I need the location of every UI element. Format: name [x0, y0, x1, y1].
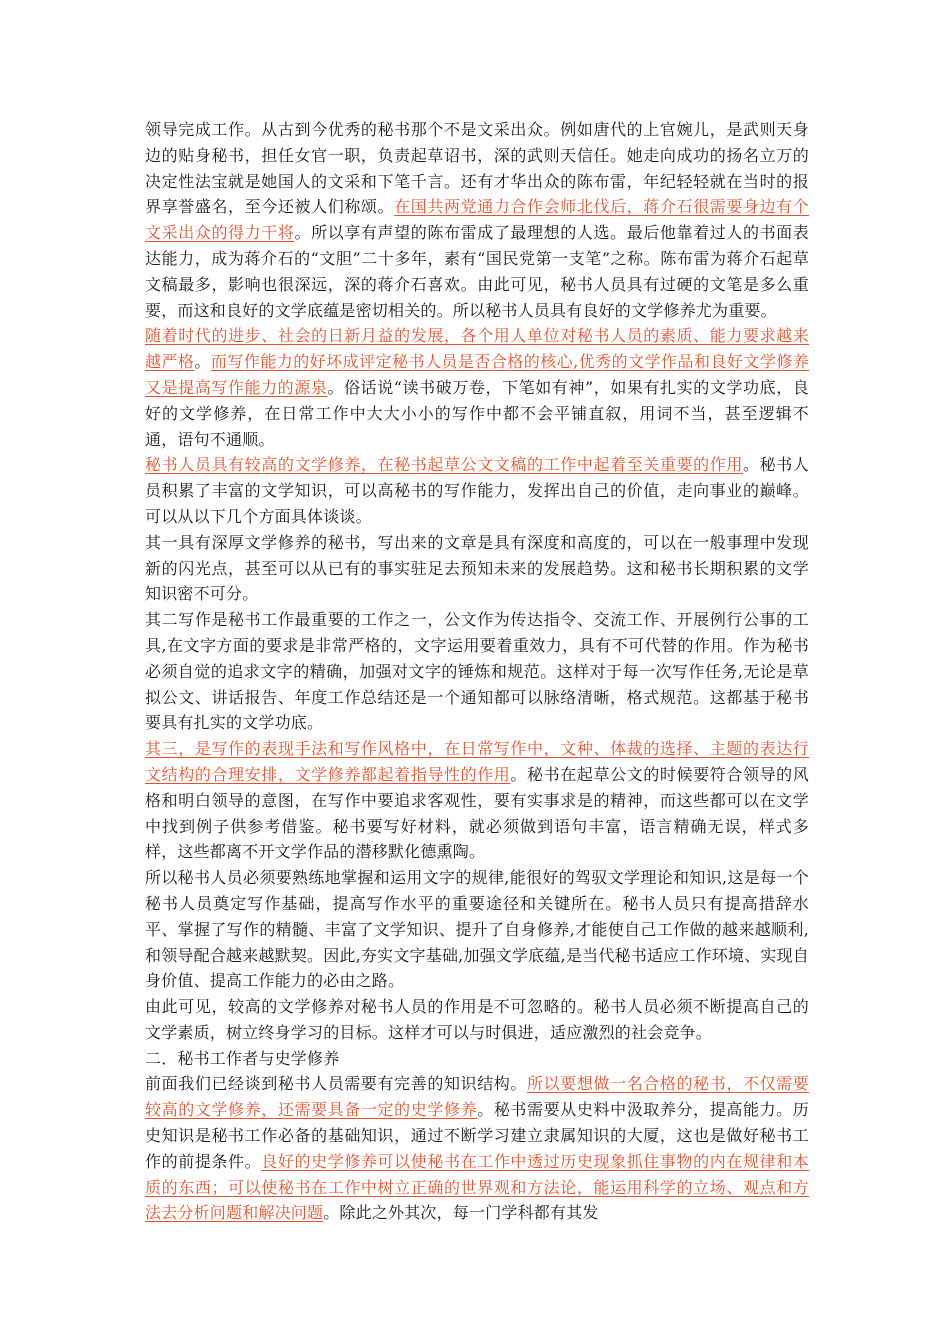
text-run: 。秘书需要从史料中汲取养分，提高能力。历史知识是秘书工作必备的基础知识，通过不断学习建立隶属知识的大厦，这也是做好秘书工作的前提条件。 — [145, 1100, 809, 1171]
text-run: 。 — [194, 352, 211, 372]
text-run: 其一具有深厚文学修养的秘书，写出来的文章是具有深度和高度的，可以在一般事理中发现新的闪光点，甚至可以从已有的事实驻足去预知未来的发展趋势。这和秘书长期积累的文学知识密不可分。 — [145, 532, 809, 604]
text-run: 前面我们已经谈到秘书人员需要有完善的知识结构。 — [145, 1074, 528, 1094]
text-run: 。俗话说“读书破万卷，下笔如有神”，如果有扎实的文学功底，良好的文学修养，在日常工作中大大小小的写作中都不会平铺直叙，用词不当，甚至逻辑不通，语句不通顺。 — [145, 377, 809, 449]
paragraph-point-three — [145, 736, 809, 865]
text-run: 其二写作是秘书工作最重要的工作之一，公文作为传达指令、交流工作、开展例行公事的工具,在文字方面的要求是非常严格的，文字运用要着重效力，具有不可代替的作用。作为秘书必须自觉的追求文字的精确，加强对文字的锤炼和规范。这样对于每一次写作任务,无论是草拟公文、讲话报告、年度工作总结还是一个通知都可以脉络清晰，格式规范。这都基于秘书要具有扎实的文学功底。 — [145, 610, 809, 733]
highlighted-text: 良好的史学修养可以使秘书在工作中透过历史现象抓住事物的内在规律和本质的东西；可以使秘书在工作中树立正确的世界观和方法论，能运用科学的立场、观点和方法去分析问题和解决问题 — [145, 1151, 809, 1223]
highlighted-text: 随着时代的进步、社会的日新月益的发展，各个用人单位对秘书人员的素质、能力要求越来越严格 — [145, 326, 809, 372]
highlighted-text: 秘书人员具有较高的文学修养，在秘书起草公文文稿的工作中起着至关重要的作用 — [145, 455, 743, 475]
paragraph-literary-importance — [145, 452, 809, 529]
paragraph-history-literacy — [145, 1071, 809, 1226]
paragraph-conclusion — [145, 994, 809, 1046]
heading-text: 二．秘书工作者与史学修养 — [145, 1048, 340, 1068]
text-run: 所以秘书人员必须要熟练地掌握和运用文字的规律,能很好的驾驭文学理论和知识,这是每一个秘书人员奠定写作基础，提高写作水平的重要途径和关键所在。秘书人员只有提高措辞水平、掌握了写作的精髓、丰富了文学知识、提升了自身修养,才能使自己工作做的越来越顺利,和领导配合越来越默契。因此,夯实文字基础,加强文学底蕴,是当代秘书适应工作环境、实现自身价值、提高工作能力的必由之路。 — [145, 868, 809, 991]
paragraph-point-two — [145, 607, 809, 736]
highlighted-text: 在国共两党通力合作会师北伐后，蒋介石很需要身边有个文采出众的得力干将 — [145, 197, 809, 243]
text-run: 领导完成工作。从古到今优秀的秘书那个不是文采出众。例如唐代的上官婉儿，是武则天身边的贴身秘书，担任女官一职，负责起草诏书，深的武则天信任。她走向成功的扬名立万的决定性法宝就是她国人的文采和下笔千言。还有才华出众的陈布雷，年纪轻轻就在当时的报界享誉盛名，至今还被人们称颂。 — [145, 120, 809, 217]
text-run: 。秘书人员积累了丰富的文学知识，可以高秘书的写作能力，发挥出自己的价值，走向事业的巅峰。可以从以下几个方面具体谈谈。 — [145, 455, 809, 526]
text-run: 由此可见，较高的文学修养对秘书人员的作用是不可忽略的。秘书人员必须不断提高自己的文学素质，树立终身学习的目标。这样才可以与时俱进，适应激烈的社会竞争。 — [145, 997, 809, 1042]
section-heading-history — [145, 1046, 809, 1072]
document-page — [145, 117, 809, 1226]
highlighted-text: 所以要想做一名合格的秘书，不仅需要较高的文学修养，还需要具备一定的史学修养 — [145, 1074, 809, 1120]
highlighted-text: 其三，是写作的表现手法和写作风格中，在日常写作中，文种、体裁的选择、主题的表达行文结构的合理安排，文学修养都起着指导性的作用 — [145, 739, 809, 784]
paragraph-conclusion-skills — [145, 865, 809, 994]
highlighted-text: 而写作能力的好坏成评定秘书人员是否合格的核心,优秀的文学作品和良好文学修养又是提高写作能力的源泉 — [145, 352, 809, 397]
paragraph-point-one — [145, 530, 809, 607]
paragraph-writing-ability — [145, 323, 809, 452]
text-run: 。秘书在起草公文的时候要符合领导的风格和明白领导的意图，在写作中要追求客观性，要有实事求是的精神，而这些都可以在文学中找到例子供参考借鉴。秘书要写好材料，就必须做到语句丰富，语言精确无误，样式多样，这些都离不开文学作品的潜移默化德熏陶。 — [145, 764, 809, 862]
text-run: 。所以享有声望的陈布雷成了最理想的人选。最后他靠着过人的书面表达能力，成为蒋介石的“文胆”二十多年，素有“国民党第一支笔”之称。陈布雷为蒋介石起草文稿最多，影响也很深远，深的蒋介石喜欢。由此可见，秘书人员具有过硬的文笔是多么重要，而这和良好的文学底蕴是密切相关的。所以秘书人员具有良好的文学修养尤为重要。 — [145, 223, 809, 320]
text-run: 。除此之外其次，每一门学科都有其发 — [323, 1203, 599, 1223]
paragraph-shangguan-chenbulei — [145, 117, 809, 323]
